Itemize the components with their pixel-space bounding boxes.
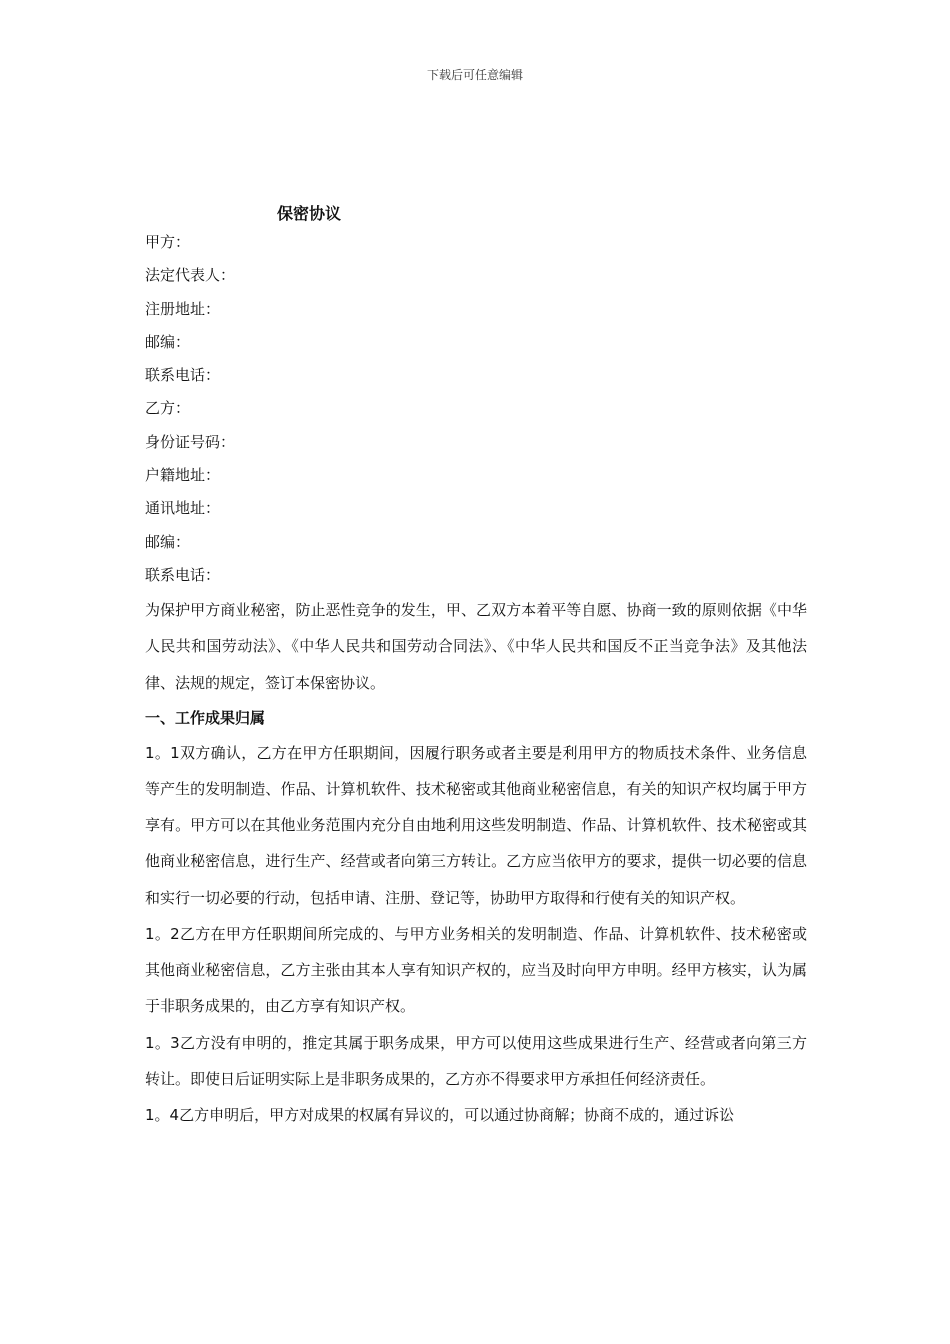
field-party-b: 乙方： [145,399,191,418]
clause-1-4: 1。4乙方申明后，甲方对成果的权属有异议的，可以通过协商解；协商不成的，通过诉讼 [145,1105,735,1124]
intro-paragraph: 为保护甲方商业秘密，防止恶性竞争的发生，甲、乙双方本着平等自愿、协商一致的原则依据《中华人民共和国劳动法》、《中华人民共和国劳动合同法》、《中华人民共和国反不正当竞争法》及其他法律、法规的规定，签订本保密协议。 [145,601,807,692]
field-phone-a: 联系电话： [145,366,221,385]
clause-1-1: 1。1双方确认，乙方在甲方任职期间，因履行职务或者主要是利用甲方的物质技术条件、业务信息等产生的发明制造、作品、计算机软件、技术秘密或其他商业秘密信息，有关的知识产权均属于甲方享有。甲方可以在其他业务范围内充分自由地利用这些发明制造、作品、计算机软件、技术秘密或其他商业秘密信息，进行生产、经营或者向第三方转让。乙方应当依甲方的要求，提供一切必要的信息和实行一切必要的行动，包括申请、注册、登记等，协助甲方取得和行使有关的知识产权。 [145,743,807,907]
field-legal-representative: 法定代表人： [145,266,236,285]
field-household-address: 户籍地址： [145,466,221,485]
field-id-number: 身份证号码： [145,432,236,451]
section-heading: 一、工作成果归属 [145,708,266,727]
clause-1-3: 1。3乙方没有申明的，推定其属于职务成果，甲方可以使用这些成果进行生产、经营或者向第三方转让。即使日后证明实际上是非职务成果的，乙方亦不得要求甲方承担任何经济责任。 [145,1033,807,1088]
field-postcode-b: 邮编： [145,532,191,551]
field-registered-address: 注册地址： [145,299,221,318]
field-phone-b: 联系电话： [145,565,221,584]
field-party-a: 甲方： [145,233,191,251]
clause-1-2: 1。2乙方在甲方任职期间所完成的、与甲方业务相关的发明制造、作品、计算机软件、技术秘密或其他商业秘密信息，乙方主张由其本人享有知识产权的，应当及时向甲方申明。经甲方核实，认为属于非职务成果的，由乙方享有知识产权。 [145,924,807,1016]
header-note: 下载后可任意编辑 [426,68,523,82]
field-mailing-address: 通讯地址： [145,499,221,518]
field-postcode-a: 邮编： [145,332,191,351]
document-title: 保密协议 [277,204,342,223]
document-body [145,226,807,1133]
